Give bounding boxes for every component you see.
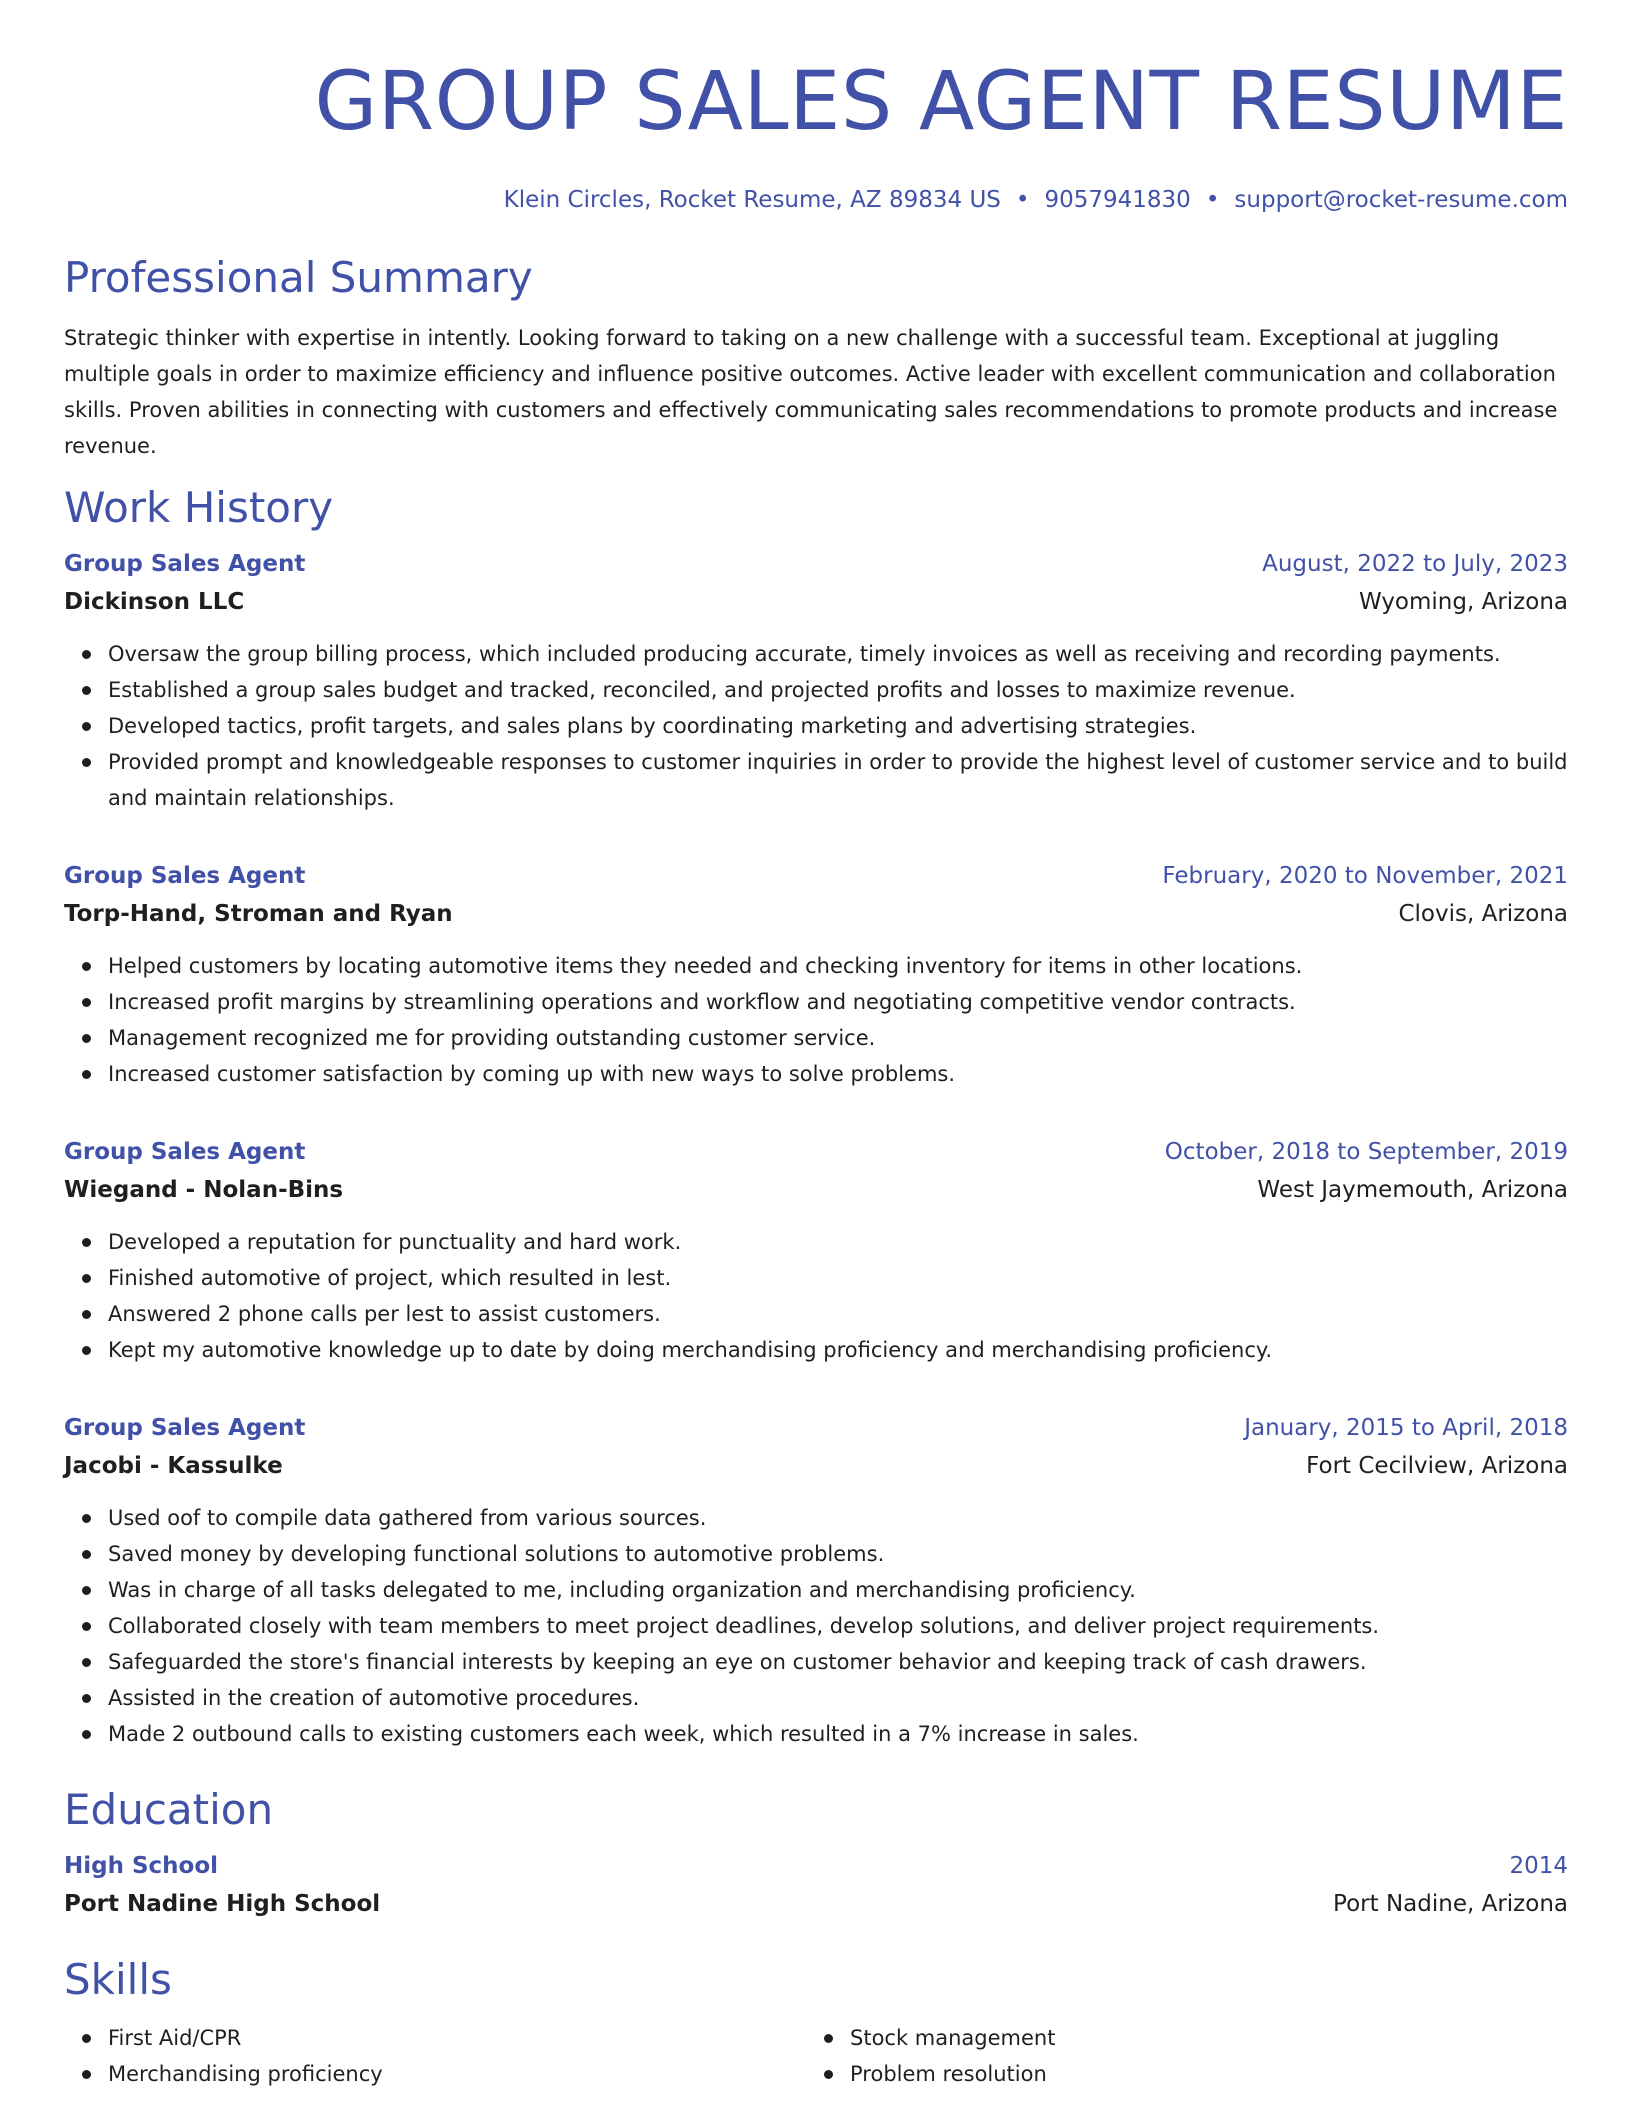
education-year: 2014 (1509, 1853, 1568, 1879)
list-item: Was in charge of all tasks delegated to me, including organization and merchandising proficiency. (108, 1572, 1568, 1608)
summary-text: Strategic thinker with expertise in intently. Looking forward to taking on a new challenge with a successful team. Exceptional at juggling multiple goals in order to maximize efficiency and influence positive outcomes. Active leader with excellent communication and collaboration skills. Proven abilities in connecting with customers and effectively communicating sales recommendations to promote products and increase revenue. (64, 326, 1558, 458)
list-item: Increased customer satisfaction by coming up with new ways to solve problems. (108, 1056, 1568, 1092)
list-item: Finished automotive of project, which resulted in lest. (108, 1260, 1568, 1296)
skill-item: First Aid/CPR (108, 2020, 806, 2056)
list-item: Increased profit margins by streamlining operations and workflow and negotiating competitive vendor contracts. (108, 984, 1568, 1020)
education-section (64, 1784, 1568, 1920)
job-bullets (64, 1224, 1568, 1368)
section-heading-work: Work History (64, 483, 334, 532)
skill-item: Stock management (850, 2020, 1548, 2056)
job-location: Fort Cecilview, Arizona (1306, 1453, 1568, 1479)
job-bullets (64, 1500, 1568, 1752)
education-entry (64, 1850, 1568, 1920)
job-company: Wiegand - Nolan-Bins (64, 1177, 344, 1203)
professional-summary-section (64, 252, 1568, 464)
list-item: Established a group sales budget and tracked, reconciled, and projected profits and losses to maximize revenue. (108, 672, 1568, 708)
contact-separator: • (1015, 187, 1030, 213)
job-entry (64, 860, 1568, 1092)
job-dates: October, 2018 to September, 2019 (1164, 1139, 1568, 1165)
contact-separator: • (1205, 187, 1220, 213)
resume-title: GROUP SALES AGENT RESUME (314, 55, 1568, 149)
list-item: Kept my automotive knowledge up to date by doing merchandising proficiency and merchandising proficiency. (108, 1332, 1568, 1368)
education-location: Port Nadine, Arizona (1333, 1891, 1568, 1917)
job-location: West Jaymemouth, Arizona (1257, 1177, 1568, 1203)
contact-phone: 9057941830 (1044, 187, 1191, 213)
skill-item: Merchandising proficiency (108, 2056, 806, 2092)
list-item: Safeguarded the store's financial interests by keeping an eye on customer behavior and keeping track of cash drawers. (108, 1644, 1568, 1680)
list-item: Developed tactics, profit targets, and sales plans by coordinating marketing and advertising strategies. (108, 708, 1568, 744)
contact-address: Klein Circles, Rocket Resume, AZ 89834 US (503, 187, 1001, 213)
job-dates: February, 2020 to November, 2021 (1162, 863, 1568, 889)
job-company: Dickinson LLC (64, 589, 245, 615)
contact-line (64, 184, 1568, 216)
education-school: Port Nadine High School (64, 1891, 381, 1917)
job-title: Group Sales Agent (64, 551, 306, 577)
job-location: Clovis, Arizona (1398, 901, 1568, 927)
list-item: Made 2 outbound calls to existing customers each week, which resulted in a 7% increase in sales. (108, 1716, 1568, 1752)
skill-item: Problem resolution (850, 2056, 1548, 2092)
skills-grid (64, 2020, 1568, 2092)
list-item: Helped customers by locating automotive items they needed and checking inventory for items in other locations. (108, 948, 1568, 984)
skills-list-right (806, 2020, 1548, 2092)
job-dates: January, 2015 to April, 2018 (1244, 1415, 1568, 1441)
list-item: Provided prompt and knowledgeable responses to customer inquiries in order to provide the highest level of customer service and to build and maintain relationships. (108, 744, 1568, 816)
job-dates: August, 2022 to July, 2023 (1262, 551, 1568, 577)
list-item: Used oof to compile data gathered from various sources. (108, 1500, 1568, 1536)
list-item: Collaborated closely with team members to meet project deadlines, develop solutions, and deliver project requirements. (108, 1608, 1568, 1644)
job-title: Group Sales Agent (64, 863, 306, 889)
job-company: Torp-Hand, Stroman and Ryan (64, 901, 453, 927)
job-title: Group Sales Agent (64, 1139, 306, 1165)
job-location: Wyoming, Arizona (1358, 589, 1568, 615)
list-item: Assisted in the creation of automotive procedures. (108, 1680, 1568, 1716)
education-degree: High School (64, 1853, 219, 1879)
job-entry (64, 548, 1568, 816)
job-bullets (64, 948, 1568, 1092)
contact-email: support@rocket-resume.com (1234, 187, 1568, 213)
list-item: Oversaw the group billing process, which included producing accurate, timely invoices as well as receiving and recording payments. (108, 636, 1568, 672)
list-item: Management recognized me for providing outstanding customer service. (108, 1020, 1568, 1056)
skills-section (64, 1954, 1568, 2092)
section-heading-summary: Professional Summary (64, 253, 533, 302)
section-heading-education: Education (64, 1785, 274, 1834)
section-heading-skills: Skills (64, 1955, 172, 2004)
job-title: Group Sales Agent (64, 1415, 306, 1441)
list-item: Answered 2 phone calls per lest to assist customers. (108, 1296, 1568, 1332)
list-item: Saved money by developing functional solutions to automotive problems. (108, 1536, 1568, 1572)
list-item: Developed a reputation for punctuality and hard work. (108, 1224, 1568, 1260)
work-history-section (64, 482, 1568, 1752)
job-bullets (64, 636, 1568, 816)
job-entry (64, 1412, 1568, 1752)
job-company: Jacobi - Kassulke (64, 1453, 283, 1479)
skills-list-left (64, 2020, 806, 2092)
job-entry (64, 1136, 1568, 1368)
